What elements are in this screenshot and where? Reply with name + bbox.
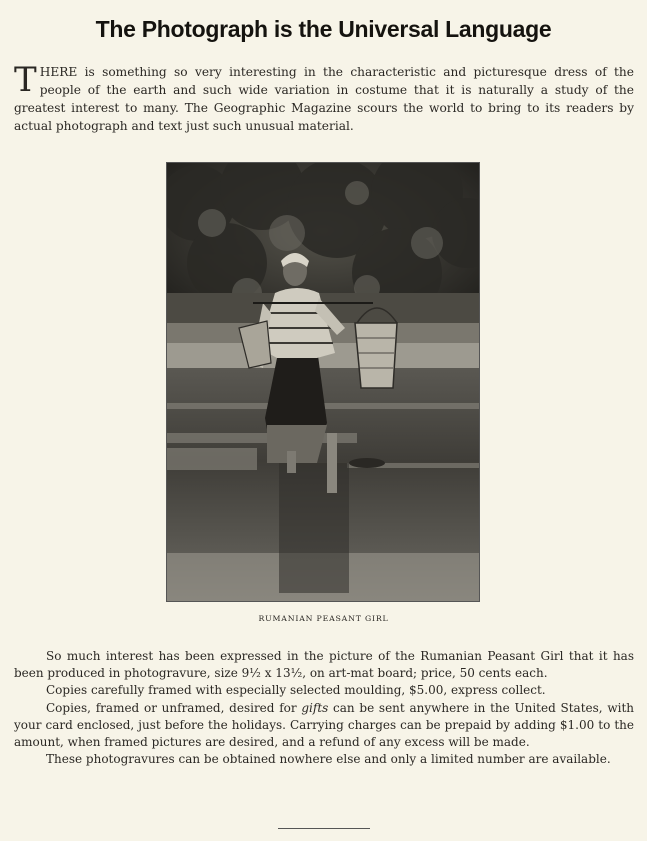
photo-illustration (167, 163, 479, 601)
photograph-rumanian-peasant-girl (166, 162, 480, 602)
gifts-emphasis: gifts (301, 700, 329, 715)
gifts-text-after: can be sent anywhere in the United States, with your card enclosed, just before the holidays. Carrying charges can be prepaid by adding $1.00 to the amount, when framed pictures are desired, and a refund of any excess will be made. (14, 700, 635, 750)
intro-paragraph (14, 60, 634, 135)
intro-text: HERE is something so very interesting in the characteristic and picturesque dress of the people of the earth and such wide variation in costume that it is naturally a study of the greatest interest to many. The Geographic Magazine scours the world to bring to its readers by actual photograph and text just such unusual material. (14, 65, 634, 133)
body-text (14, 648, 634, 768)
drop-cap: T (14, 60, 37, 100)
photo-caption: RUMANIAN PEASANT GIRL (258, 614, 389, 623)
page-title: The Photograph is the Universal Language (95, 16, 552, 42)
paragraph-photogravure: So much interest has been expressed in the picture of the Rumanian Peasant Girl that it has been produced in photogravure, size 9½ x 13½, on art-mat board; price, 50 cents each. (14, 649, 634, 681)
paragraph-gifts (14, 700, 634, 752)
paragraph-framed-copies: Copies carefully framed with especially selected moulding, $5.00, express collect. (46, 683, 546, 698)
closing-rule (278, 828, 370, 829)
gifts-text-before: Copies, framed or unframed, desired for (46, 700, 302, 715)
paragraph-availability: These photogravures can be obtained nowhere else and only a limited number are available. (46, 752, 611, 767)
